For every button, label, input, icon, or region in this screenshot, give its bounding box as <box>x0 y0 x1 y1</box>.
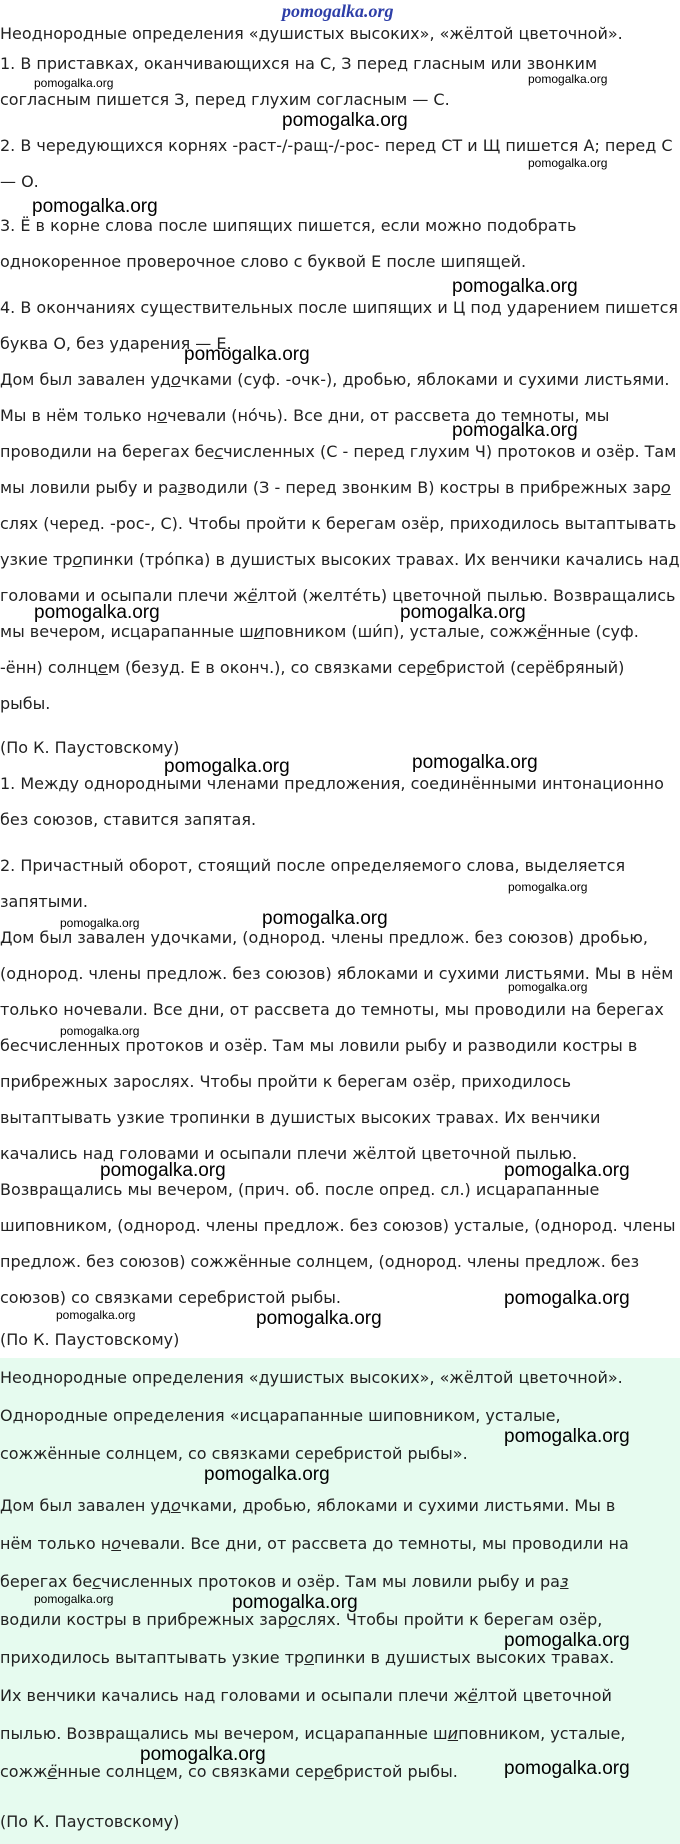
task1-line3: проводили на берегах бесчисленных (С - перед глухим Ч) протоков и озёр. Там <box>0 442 677 461</box>
task2-line4: бесчисленных протоков и озёр. Там мы ловили рыбу и разводили костры в <box>0 1036 638 1055</box>
watermark: pomogalka.org <box>34 1592 114 1606</box>
watermark: pomogalka.org <box>262 908 388 929</box>
task1-line10: рыбы. <box>0 694 51 713</box>
theory2-rule2-line2: запятыми. <box>0 892 88 911</box>
watermark: pomogalka.org <box>32 196 158 217</box>
task2-line11: союзов) со связками серебристой рыбы. <box>0 1288 341 1307</box>
answer-line8: приходилось вытаптывать узкие тропинки в душистых высоких травах. <box>0 1648 615 1667</box>
answer-line3: сожжённые солнцем, со связками серебристой рыбы». <box>0 1444 468 1463</box>
watermark: pomogalka.org <box>34 602 160 623</box>
answer-author: (По К. Паустовскому) <box>0 1812 180 1831</box>
marked-letter: с <box>214 442 224 461</box>
marked-letter: с <box>92 1572 101 1591</box>
marked-letter: о <box>157 406 168 425</box>
theory2-rule2-line1: 2. Причастный оборот, стоящий после определяемого слова, выделяется <box>0 856 626 875</box>
task2-line1: Дом был завален удочками, (однород. члены предлож. без союзов) дробью, <box>0 928 648 947</box>
watermark: pomogalka.org <box>184 344 310 365</box>
rule2-line2: — О. <box>0 172 39 191</box>
task2-line8: Возвращались мы вечером, (прич. об. после опред. сл.) исцарапанные <box>0 1180 600 1199</box>
watermark: pomogalka.org <box>164 756 290 777</box>
rule4-line2: буква О, без ударения — Е. <box>0 334 232 353</box>
answer-line2: Однородные определения «исцарапанные шиповником, усталые, <box>0 1406 561 1425</box>
task1-line9: -ённ) солнцем (безуд. Е в оконч.), со связками серебристой (серёбряный) <box>0 658 625 677</box>
watermark: pomogalka.org <box>452 420 578 441</box>
task1-line6: узкие тропинки (тро́пка) в душистых высоких травах. Их венчики качались над <box>0 550 680 569</box>
watermark: pomogalka.org <box>504 1630 630 1651</box>
marked-letter: з <box>178 478 187 497</box>
watermark: pomogalka.org <box>528 72 608 86</box>
rule3-line2: однокоренное проверочное слово с буквой Е после шипящей. <box>0 252 527 271</box>
watermark: pomogalka.org <box>412 752 538 773</box>
answer-line7: водили костры в прибрежных зарослях. Чтобы пройти к берегам озёр, <box>0 1610 603 1629</box>
task2-line9: шиповником, (однород. члены предлож. без союзов) усталые, (однород. члены <box>0 1216 676 1235</box>
watermark: pomogalka.org <box>60 1024 140 1038</box>
task2-line10: предлож. без союзов) сожжённые солнцем, (однород. члены предлож. без <box>0 1252 640 1271</box>
marked-letter: з <box>559 1572 569 1591</box>
rule1-line1: 1. В приставках, оканчивающихся на С, З перед гласным или звонким <box>0 54 598 73</box>
answer-line6: берегах бесчисленных протоков и озёр. Там мы ловили рыбу и раз <box>0 1572 569 1591</box>
answer-line4: Дом был завален удочками, дробью, яблоками и сухими листьями. Мы в <box>0 1496 616 1515</box>
theory2-rule1-line1: 1. Между однородными членами предложения, соединёнными интонационно <box>0 774 664 793</box>
task1-line2: Мы в нём только ночевали (но́чь). Все дни, от рассвета до темноты, мы <box>0 406 610 425</box>
watermark: pomogalka.org <box>60 916 140 930</box>
watermark: pomogalka.org <box>56 1308 136 1322</box>
marked-letter: ё <box>47 1762 58 1781</box>
watermark: pomogalka.org <box>256 1308 382 1329</box>
task2-line2: (однород. члены предлож. без союзов) яблоками и сухими листьями. Мы в нём <box>0 964 674 983</box>
watermark: pomogalka.org <box>504 1758 630 1779</box>
task1-line8: мы вечером, исцарапанные шиповником (ши́п), усталые, сожжённые (суф. <box>0 622 639 641</box>
marked-letter: о <box>660 478 671 497</box>
marked-letter: ё <box>247 586 258 605</box>
watermark: pomogalka.org <box>140 1744 266 1765</box>
marked-letter: о <box>72 550 83 569</box>
answer-line10: пылью. Возвращались мы вечером, исцарапанные шиповником, усталые, <box>0 1724 626 1743</box>
marked-letter: е <box>155 1762 166 1781</box>
marked-letter: ё <box>537 622 548 641</box>
rule1-line2: согласным пишется З, перед глухим согласным — С. <box>0 90 450 109</box>
marked-letter: о <box>111 1534 122 1553</box>
marked-letter: и <box>253 622 265 641</box>
rule4-line1: 4. В окончаниях существительных после шипящих и Ц под ударением пишется <box>0 298 679 317</box>
watermark: pomogalka.org <box>204 1464 330 1485</box>
theory2-rule1-line2: без союзов, ставится запятая. <box>0 810 257 829</box>
answer-line1: Неоднородные определения «душистых высоких», «жёлтой цветочной». <box>0 1368 623 1387</box>
site-logo[interactable]: pomogalka.org <box>282 1 394 21</box>
answer-line9: Их венчики качались над головами и осыпали плечи жёлтой цветочной <box>0 1686 612 1705</box>
task1-author: (По К. Паустовскому) <box>0 738 180 757</box>
watermark: pomogalka.org <box>504 1160 630 1181</box>
task1-line7: головами и осыпали плечи жёлтой (желте́ть) цветочной пылью. Возвращались <box>0 586 676 605</box>
marked-letter: е <box>98 658 108 677</box>
rule2-line1: 2. В чередующихся корнях -раст-/-ращ-/-рос- перед СТ и Щ пишется А; перед С <box>0 136 673 155</box>
watermark: pomogalka.org <box>504 1426 630 1447</box>
rule3-line1: 3. Ё в корне слова после шипящих пишется, если можно подобрать <box>0 216 577 235</box>
watermark: pomogalka.org <box>34 76 114 90</box>
watermark: pomogalka.org <box>528 156 608 170</box>
marked-letter: о <box>170 1496 181 1515</box>
task2-line5: прибрежных зарослях. Чтобы пройти к берегам озёр, приходилось <box>0 1072 572 1091</box>
watermark: pomogalka.org <box>508 980 588 994</box>
task2-author: (По К. Паустовскому) <box>0 1330 180 1349</box>
watermark: pomogalka.org <box>232 1592 358 1613</box>
watermark: pomogalka.org <box>282 110 408 131</box>
answer-line5: нём только ночевали. Все дни, от рассвета до темноты, мы проводили на <box>0 1534 629 1553</box>
marked-letter: ё <box>467 1686 478 1705</box>
watermark: pomogalka.org <box>508 880 588 894</box>
watermark: pomogalka.org <box>400 602 526 623</box>
task2-line6: вытаптывать узкие тропинки в душистых высоких травах. Их венчики <box>0 1108 601 1127</box>
marked-letter: о <box>287 1610 298 1629</box>
task2-line7: качались над головами и осыпали плечи жёлтой цветочной пылью. <box>0 1144 578 1163</box>
watermark: pomogalka.org <box>452 276 578 297</box>
watermark: pomogalka.org <box>504 1288 630 1309</box>
theory-header: Неоднородные определения «душистых высоких», «жёлтой цветочной». <box>0 24 623 43</box>
answer-line11: сожжённые солнцем, со связками серебристой рыбы. <box>0 1762 458 1781</box>
task2-line3: только ночевали. Все дни, от рассвета до темноты, мы проводили на берегах <box>0 1000 664 1019</box>
watermark: pomogalka.org <box>100 1160 226 1181</box>
marked-letter: е <box>323 1762 334 1781</box>
task1-line4: мы ловили рыбу и разводили (З - перед звонким В) костры в прибрежных заро <box>0 478 671 497</box>
marked-letter: и <box>447 1724 459 1743</box>
marked-letter: о <box>170 370 181 389</box>
task1-line5: слях (черед. -рос-, С). Чтобы пройти к берегам озёр, приходилось вытаптывать <box>0 514 677 533</box>
task1-line1: Дом был завален удочками (суф. -очк-), дробью, яблоками и сухими листьями. <box>0 370 670 389</box>
marked-letter: о <box>304 1648 314 1667</box>
marked-letter: е <box>426 658 437 677</box>
